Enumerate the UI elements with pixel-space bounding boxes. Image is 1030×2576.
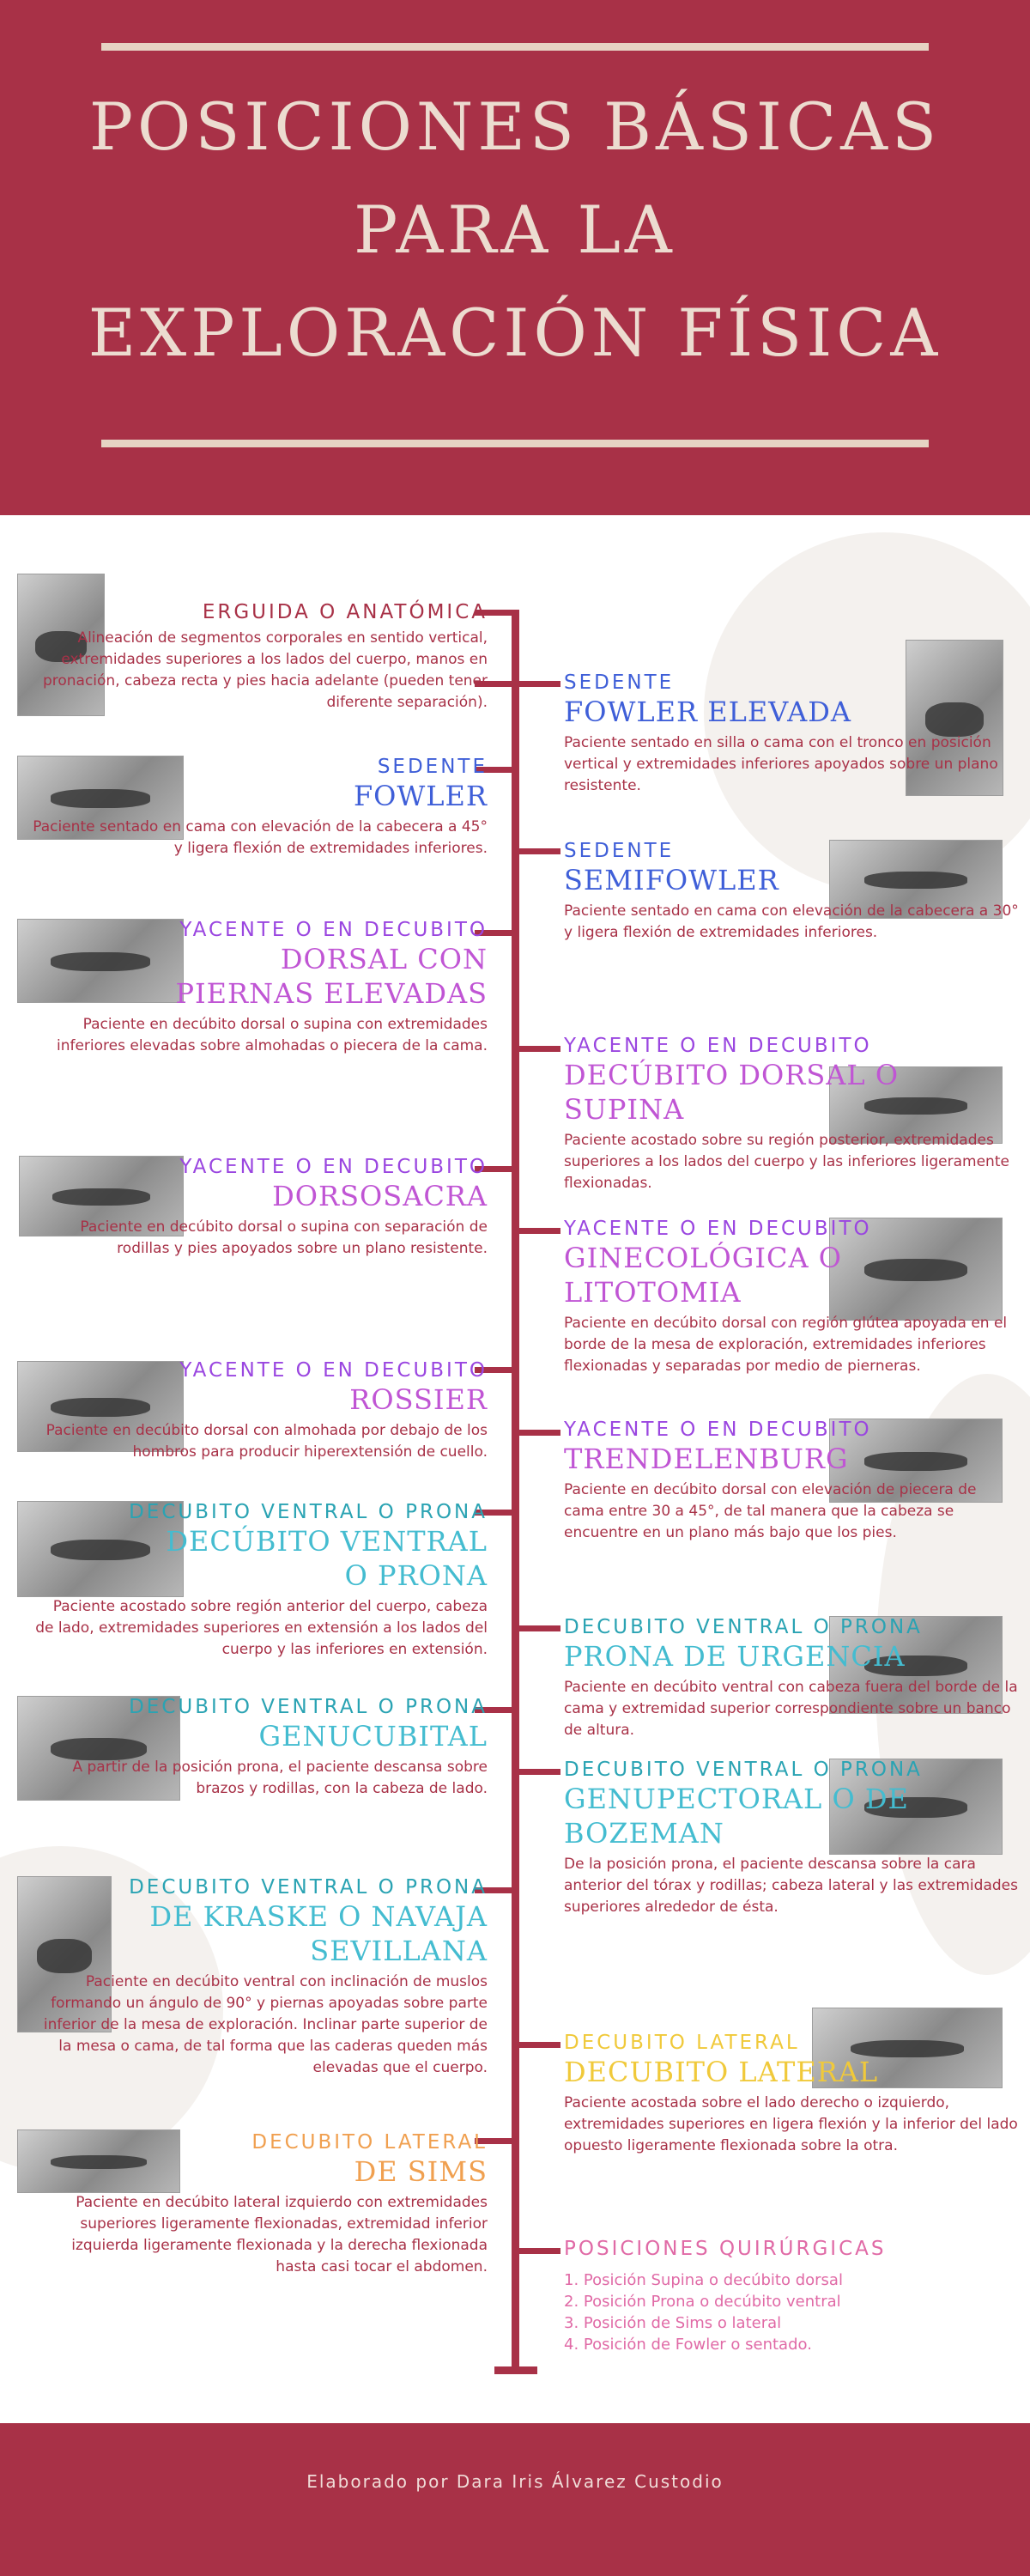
entry-category: DECUBITO LATERAL <box>564 2032 800 2054</box>
entry-semifowler <box>564 840 1019 944</box>
entry-description: Paciente en decúbito ventral con cabeza fuera del borde de la cama y extremidad superior correspondiente sobre un banco de altura. <box>564 1679 1018 1739</box>
entry-description: Paciente sentado en cama con elevación de la cabecera a 30° y ligera flexión de extremidades inferiores. <box>564 902 1019 941</box>
entry-genupectoral <box>564 1759 1019 1918</box>
entry-prona-urgencia <box>564 1616 1019 1741</box>
entry-category: SEDENTE <box>564 671 675 694</box>
footer-banner <box>0 2423 1030 2576</box>
timeline-tick <box>518 848 560 854</box>
entry-decubito-lateral <box>564 2032 1019 2157</box>
entry-description: Paciente en decúbito dorsal con almohada por debajo de los hombros para producir hiperextensión de cuello. <box>45 1422 488 1461</box>
entry-name: GENUPECTORAL O DE BOZEMAN <box>564 1783 909 1850</box>
entry-name: DE SIMS <box>354 2155 488 2188</box>
entry-decubito-ventral <box>33 1501 488 1661</box>
entry-category: SEDENTE <box>564 840 675 862</box>
entry-category: YACENTE O EN DECUBITO <box>179 1359 488 1382</box>
entry-category: DECUBITO VENTRAL O PRONA <box>564 1616 923 1638</box>
timeline-tick <box>518 2248 560 2254</box>
header-banner <box>0 0 1030 515</box>
top-divider <box>101 43 929 51</box>
title-line-3: EXPLORACIÓN FÍSICA <box>88 295 942 371</box>
timeline-tick <box>518 2042 560 2048</box>
timeline-tick <box>518 1430 560 1436</box>
entry-ginecologica <box>564 1218 1019 1377</box>
entry-name: DECÚBITO VENTRAL O PRONA <box>166 1525 488 1592</box>
entry-category: YACENTE O EN DECUBITO <box>564 1218 872 1240</box>
entry-description: A partir de la posición prona, el paciente descansa sobre brazos y rodillas, con la cabeza de lado. <box>72 1759 488 1797</box>
list-item: 3. Posición de Sims o lateral <box>564 2314 782 2332</box>
entry-name: DORSOSACRA <box>272 1180 488 1212</box>
entry-name: FOWLER <box>353 780 488 812</box>
list-item: 1. Posición Supina o decúbito dorsal <box>564 2271 843 2289</box>
surgical-list <box>564 2269 1019 2355</box>
entry-decubito-dorsal <box>564 1035 1019 1194</box>
entry-sims <box>33 2131 488 2278</box>
timeline-tick <box>518 1228 560 1234</box>
entry-category: YACENTE O EN DECUBITO <box>179 919 488 941</box>
entry-name: DORSAL CON PIERNAS ELEVADAS <box>175 943 488 1010</box>
bottom-divider <box>101 440 929 447</box>
entry-category: YACENTE O EN DECUBITO <box>564 1419 872 1441</box>
entry-fowler <box>33 756 488 860</box>
entry-category: DECUBITO VENTRAL O PRONA <box>564 1759 923 1781</box>
timeline-tick <box>518 1625 560 1631</box>
timeline-end <box>494 2366 537 2374</box>
entry-category: POSICIONES QUIRÚRGICAS <box>564 2238 887 2260</box>
entry-dorsosacra <box>33 1156 488 1260</box>
entry-name: PRONA DE URGENCIA <box>564 1640 906 1673</box>
entry-genucubital <box>33 1696 488 1800</box>
entry-category: YACENTE O EN DECUBITO <box>179 1156 488 1178</box>
entry-description: Paciente en decúbito lateral izquierdo con extremidades superiores ligeramente flexionadas, extremidad inferior izquierda ligeramente flexionada y la derecha flexionada hasta casi tocar el abdomen. <box>71 2194 488 2275</box>
entry-category: YACENTE O EN DECUBITO <box>564 1035 872 1057</box>
entry-name: ROSSIER <box>349 1383 488 1416</box>
timeline-tick <box>518 1769 560 1775</box>
list-item: 2. Posición Prona o decúbito ventral <box>564 2293 841 2311</box>
entry-description: Paciente en decúbito dorsal con elevación de piecera de cama entre 30 a 45°, de tal manera que la cabeza se encuentre en un plano más bajo que los pies. <box>564 1481 977 1541</box>
entry-name: GENUCUBITAL <box>258 1720 488 1753</box>
entry-description: De la posición prona, el paciente descansa sobre la cara anterior del tórax y rodillas; cabeza lateral y las extremidades superiores alrededor de ésta. <box>564 1856 1018 1916</box>
entry-category: ERGUIDA O ANATÓMICA <box>202 601 488 623</box>
entry-kraske <box>33 1876 488 2079</box>
entry-quirurgicas <box>564 2238 1019 2355</box>
entry-category: DECUBITO LATERAL <box>251 2131 488 2154</box>
entry-name: TRENDELENBURG <box>564 1443 849 1475</box>
entry-fowler-elevada <box>564 671 1019 797</box>
entry-name: FOWLER ELEVADA <box>564 696 851 728</box>
entry-description: Paciente sentado en silla o cama con el tronco en posición vertical y extremidades inferiores apoyados sobre un plano resistente. <box>564 734 998 794</box>
entry-description: Alineación de segmentos corporales en sentido vertical, extremidades superiores a los lados del cuerpo, manos en pronación, cabeza recta y pies hacia adelante (pueden tener diferente separación). <box>42 629 488 711</box>
entry-description: Paciente acostado sobre región anterior del cuerpo, cabeza de lado, extremidades superiores en extensión a los lados del cuerpo y las inferiores en extensión. <box>35 1598 488 1658</box>
entry-description: Paciente en decúbito dorsal con región glútea apoyada en el borde de la mesa de exploración, extremidades inferiores flexionadas y separadas por medio de pierneras. <box>564 1315 1008 1375</box>
entry-description: Paciente en decúbito ventral con inclinación de muslos formando un ángulo de 90° y piernas apoyadas sobre parte inferior de la mesa de exploración. Inclinar parte superior de la mesa o cama, de tal forma que las caderas queden más elevadas que el cuerpo. <box>43 1973 488 2076</box>
entry-name: SEMIFOWLER <box>564 864 779 896</box>
entry-category: SEDENTE <box>377 756 488 778</box>
entry-description: Paciente acostada sobre el lado derecho o izquierdo, extremidades superiores en ligera flexión y la inferior del lado opuesto ligeramente flexionada sobre la otra. <box>564 2094 1018 2154</box>
entry-name: DECUBITO LATERAL <box>564 2056 879 2088</box>
timeline-tick <box>518 1046 560 1052</box>
entry-dorsal-piernas-elevadas <box>33 919 488 1057</box>
entry-category: DECUBITO VENTRAL O PRONA <box>129 1501 488 1523</box>
timeline-spine <box>512 610 519 2370</box>
entry-description: Paciente sentado en cama con elevación de la cabecera a 45° y ligera flexión de extremidades inferiores. <box>33 818 488 857</box>
entry-trendelenburg <box>564 1419 1019 1544</box>
entry-rossier <box>33 1359 488 1463</box>
entry-description: Paciente en decúbito dorsal o supina con extremidades inferiores elevadas sobre almohadas o piecera de la cama. <box>56 1016 488 1054</box>
entry-name: DE KRASKE O NAVAJA SEVILLANA <box>149 1900 488 1967</box>
entry-category: DECUBITO VENTRAL O PRONA <box>129 1876 488 1899</box>
title-line-2: PARA LA <box>354 191 676 268</box>
entry-name: GINECOLÓGICA O LITOTOMIA <box>564 1242 842 1309</box>
list-item: 4. Posición de Fowler o sentado. <box>564 2336 812 2354</box>
entry-name: DECÚBITO DORSAL O SUPINA <box>564 1059 900 1126</box>
author-credit: Elaborado por Dara Iris Álvarez Custodio <box>306 2471 724 2492</box>
entry-description: Paciente acostado sobre su región posterior, extremidades superiores a los lados del cuerpo y las inferiores ligeramente flexionadas. <box>564 1132 1009 1192</box>
title-line-1: POSICIONES BÁSICAS <box>88 88 942 165</box>
entry-description: Paciente en decúbito dorsal o supina con separación de rodillas y pies apoyados sobre un plano resistente. <box>80 1218 488 1257</box>
entry-category: DECUBITO VENTRAL O PRONA <box>129 1696 488 1718</box>
timeline-tick <box>518 681 560 687</box>
entry-erguida <box>33 601 488 714</box>
